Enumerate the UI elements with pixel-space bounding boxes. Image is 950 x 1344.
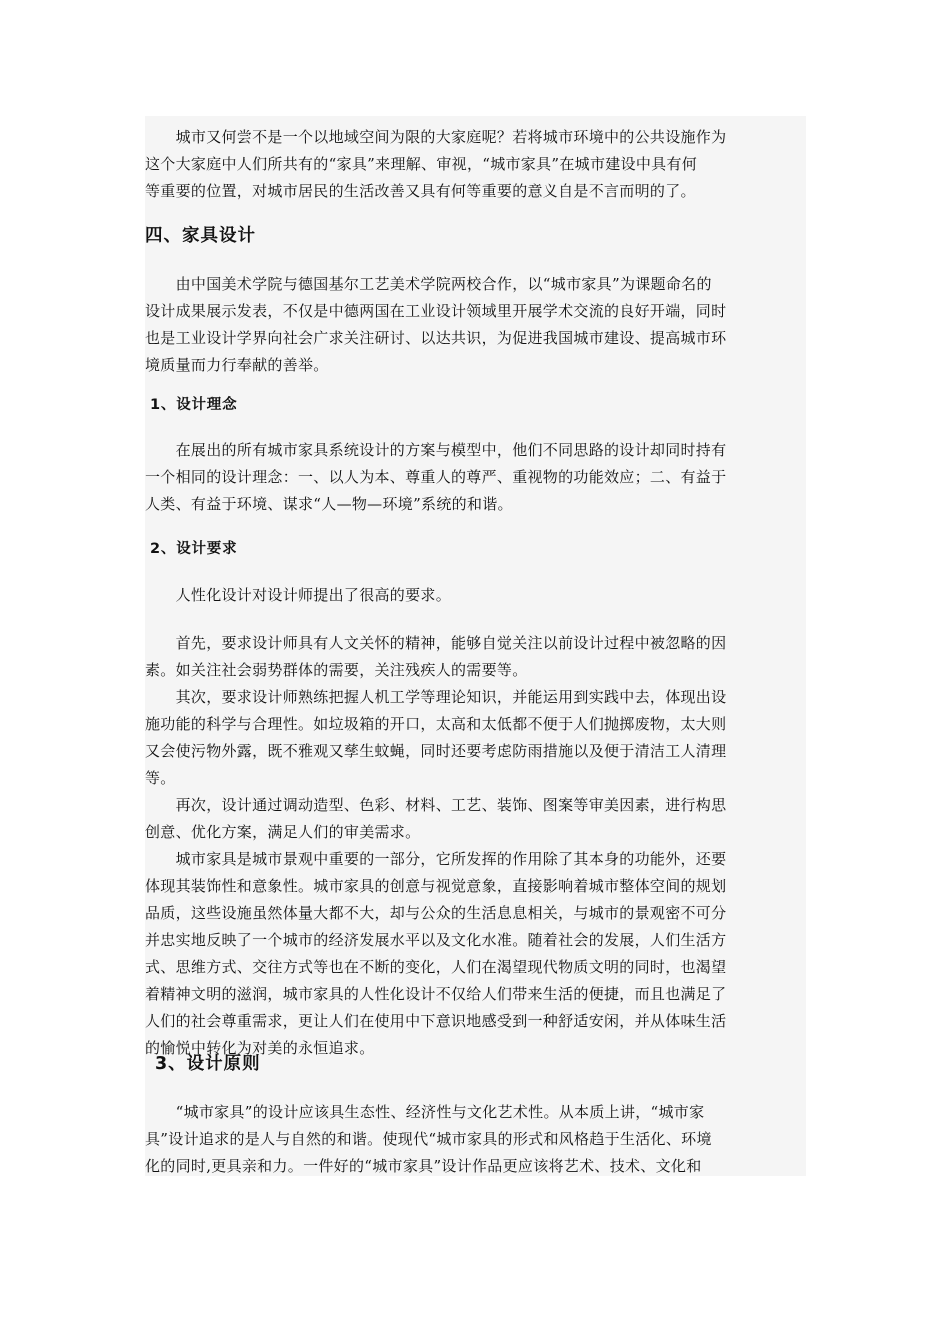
text-line: 这个大家庭中人们所共有的“家具”来理解、审视，“城市家具”在城市建设中具有何	[145, 155, 698, 173]
text-line: 着精神文明的滋润，城市家具的人性化设计不仅给人们带来生活的便捷，而且也满足了	[145, 985, 727, 1003]
text-line: 设计成果展示发表，不仅是中德两国在工业设计领域里开展学术交流的良好开端，同时	[145, 302, 727, 320]
text-line: 并忠实地反映了一个城市的经济发展水平以及文化水准。随着社会的发展，人们生活方	[145, 931, 727, 949]
subheading-design-concept: 1、设计理念	[150, 397, 238, 413]
text-line: 具”设计追求的是人与自然的和谐。使现代“城市家具的形式和风格趋于生活化、环境	[145, 1130, 712, 1148]
text-line: 再次，设计通过调动造型、色彩、材料、工艺、装饰、图案等审美因素，进行构思	[145, 796, 727, 814]
text-line: 品质，这些设施虽然体量大都不大，却与公众的生活息息相关，与城市的景观密不可分	[145, 904, 727, 922]
text-line: 也是工业设计学界向社会广求关注研讨、以达共识，为促进我国城市建设、提高城市环	[145, 329, 727, 347]
paragraph-requirements-intro	[145, 582, 806, 609]
text-line: 式、思维方式、交往方式等也在不断的变化，人们在渴望现代物质文明的同时，也渴望	[145, 958, 727, 976]
text-line: 又会使污物外露，既不雅观又孳生蚊蝇，同时还要考虑防雨措施以及便于清洁工人清理	[145, 742, 727, 760]
text-line: 等。	[145, 769, 176, 787]
paragraph-design-principles	[145, 1099, 806, 1180]
text-line: 在展出的所有城市家具系统设计的方案与模型中，他们不同思路的设计却同时持有	[145, 441, 727, 459]
paragraph-design-concept	[145, 437, 806, 518]
text-line: 人类、有益于环境、谋求“人—物—环境”系统的和谐。	[145, 495, 513, 513]
text-line: 人性化设计对设计师提出了很高的要求。	[145, 586, 452, 604]
text-line: 人们的社会尊重需求，更让人们在使用中下意识地感受到一种舒适安闲，并从体味生活	[145, 1012, 727, 1030]
text-line: “城市家具”的设计应该具生态性、经济性与文化艺术性。从本质上讲，“城市家	[145, 1103, 705, 1121]
text-line: 首先，要求设计师具有人文关怀的精神，能够自觉关注以前设计过程中被忽略的因	[145, 634, 727, 652]
text-line: 素。如关注社会弱势群体的需要，关注残疾人的需要等。	[145, 661, 528, 679]
text-line: 境质量而力行奉献的善举。	[145, 356, 329, 374]
text-line: 城市家具是城市景观中重要的一部分，它所发挥的作用除了其本身的功能外，还要	[145, 850, 727, 868]
paragraph-requirements-detail	[145, 630, 806, 1062]
section-heading-furniture-design: 四、家具设计	[145, 226, 256, 246]
text-line: 其次，要求设计师熟练把握人机工学等理论知识，并能运用到实践中去，体现出设	[145, 688, 727, 706]
text-line: 由中国美术学院与德国基尔工艺美术学院两校合作，以“城市家具”为课题命名的	[145, 275, 712, 293]
paragraph-intro	[145, 124, 806, 205]
subheading-design-principles: 3、设计原则	[155, 1054, 261, 1074]
text-line: 城市又何尝不是一个以地域空间为限的大家庭呢？若将城市环境中的公共设施作为	[145, 128, 727, 146]
paragraph-collaboration	[145, 271, 806, 379]
text-line: 施功能的科学与合理性。如垃圾箱的开口，太高和太低都不便于人们抛掷废物，太大则	[145, 715, 727, 733]
text-line: 化的同时,更具亲和力。一件好的“城市家具”设计作品更应该将艺术、技术、文化和	[145, 1157, 702, 1175]
text-line: 一个相同的设计理念：一、以人为本、尊重人的尊严、重视物的功能效应；二、有益于	[145, 468, 727, 486]
text-line: 创意、优化方案，满足人们的审美需求。	[145, 823, 421, 841]
text-line: 体现其装饰性和意象性。城市家具的创意与视觉意象，直接影响着城市整体空间的规划	[145, 877, 727, 895]
text-line: 的愉悦中转化为对美的永恒追求。	[145, 1039, 375, 1057]
text-line: 等重要的位置，对城市居民的生活改善又具有何等重要的意义自是不言而明的了。	[145, 182, 696, 200]
subheading-design-requirements: 2、设计要求	[150, 541, 238, 557]
